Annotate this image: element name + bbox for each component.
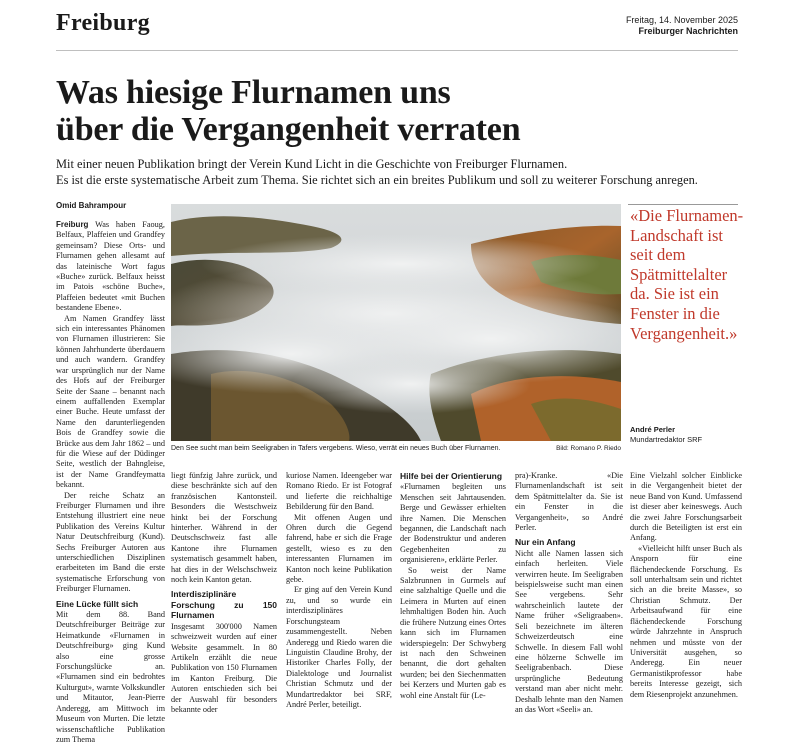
paragraph: «Flurnamen begleiten uns Menschen seit Jahrtausenden. Berge und Gewässer erhielten ihre Namen. Die Menschen begannen, die Landschaft nach der Bodenstruktur und anderen Gegebenheiten zu organisieren», erklärte Perler. — [400, 482, 506, 565]
paragraph: So weist der Name Salzbrunnen in Gurmels auf eine salzhaltige Quelle und die Leimera in Murten auf einen lehmhaltigen Boden hin. Auch die frühere Nutzung eines Ortes kann sich im Flurnamen widerspiegeln: Der Schwyberg ist nach den Schweinen benannt, die dort gehalten wurden; bei den Siechenmatten bei Kerzers und Murten gab es wohl eine Anstalt für (Le- — [400, 565, 506, 700]
paragraph: kuriose Namen. Ideengeber war Romano Riedo. Er ist Fotograf und lieferte die reichhaltige Bebilderung für den Band. — [286, 471, 392, 512]
lead-line-2: Es ist die erste systematische Arbeit zum Thema. Sie richtet sich an ein breites Publikum und soll zu weiterer Forschung anregen. — [56, 173, 698, 187]
paragraph: Am Namen Grandfey lässt sich ein interessantes Phänomen von Flurnamen illustrieren: Sie können Jahrhunderte überdauern und auch wandern. Grandfey war ursprünglich nur der Name des Hofs auf der Freiburger Seite der Saane – benannt nach einem auffallenden Exemplar einer Buche. Heute umfasst der Name den darunterliegenden Bois de Grandfey sowie die Brücke aus dem Jahr 1862 – und für die Wiese auf der Düdinger Seite, westlich der Bahngleise, ist der Name Grandfeymatta bekannt. — [56, 313, 165, 490]
dateline: Freiburg — [56, 220, 89, 229]
photo-credit: Bild: Romano P. Riedo — [556, 445, 621, 452]
publication-name: Freiburger Nachrichten — [638, 26, 738, 36]
foggy-valley-image — [171, 204, 621, 441]
quote-divider — [628, 204, 738, 205]
subheading: Interdisziplinäre Forschung zu 150 Flurnamen — [171, 589, 277, 621]
column-1 — [56, 220, 165, 745]
subheading: Nur ein Anfang — [515, 537, 576, 548]
paragraph: Er ging auf den Verein Kund zu, und so wurde ein interdisziplinäres Forschungsteam zusammengestellt. Neben Anderegg und Riedo waren die Linguistin Claudine Brohy, der Historiker Charles Folly, der Dialektologe und Journalist Christian Schmutz und der Mundartredaktor bei SRF, André Perler, beteiligt. — [286, 585, 392, 709]
quote-role: Mundartredaktor SRF — [630, 435, 703, 444]
section-title: Freiburg — [56, 10, 150, 36]
paragraph: liegt fünfzig Jahre zurück, und diese beschränkte sich auf den französischen Kantonsteil. Besonders die Westschweiz hinkt bei der Forschung hinterher. Während in der Deutschschweiz fast alle Kantone ihre Flurnamen systematisch gesammelt haben, hat dies in der Welschschweiz noch kein Kanton getan. — [171, 471, 277, 585]
paragraph — [56, 220, 165, 314]
column-5 — [515, 471, 623, 715]
article-photo — [171, 204, 621, 441]
quote-attribution — [630, 425, 702, 445]
quote-name: André Perler — [630, 425, 676, 434]
subheading: Hilfe bei der Orientierung — [400, 471, 503, 481]
lead-paragraph — [56, 156, 756, 188]
paragraph: Eine Vielzahl solcher Einblicke in die Vergangenheit bietet der neue Band von Kund. Umfassend ist dieser aber keineswegs. Auch die zwei Jahre Forschungsarbeit durch die Beteiligten ist erst ein Anfang. — [630, 471, 742, 543]
headline-line-2: über die Vergangenheit verraten — [56, 111, 521, 148]
paragraph: Mit offenen Augen und Ohren durch die Gegend fahrend, habe er sich die Frage gestellt, wieso es zu den interessanten Flurnamen im Kanton noch keine Publikation gebe. — [286, 512, 392, 585]
issue-date: Freitag, 14. November 2025 — [625, 15, 738, 25]
paragraph: Der reiche Schatz an Freiburger Flurnamen und ihre Entstehung illustriert eine neue Publikation des Vereins Kultur Natur Deutschfreiburg (Kund). Sechs Freiburger Autoren aus unterschiedlichen Disziplinen erarbeiteten im Band die erste systematische Erforschung von Freiburger Flurnamen. — [56, 490, 165, 594]
paragraph: pra)-Kranke. «Die Flurnamenlandschaft ist seit dem Spätmittelalter da. Sie ist ein Fenster in die Vergangenheit», so André Perler. — [515, 471, 623, 533]
paragraph: «Vielleicht hilft unser Buch als Ansporn für eine flächendeckende Forschung. Es soll unterhaltsam sein und richtet sich an die breite Masse», so Christian Schmutz. Der Arbeitsaufwand für eine flächendeckende Forschung würde Jahrzehnte in Anspruch nehmen und müsste von der Universität ausgehen, so Anderegg. Ein neuer Germanistikprofessor habe bereits Interesse gezeigt, sich dem Riesenprojekt anzunehmen. — [630, 543, 742, 699]
paragraph: Insgesamt 300'000 Namen schweizweit wurden auf einer Website gesammelt. In 80 Artikeln erzählt die neue Publikation von 150 Flurnamen im Kanton Freiburg. Die Autoren entschieden sich bei der Auswahl für besonders bekannte oder — [171, 621, 277, 714]
paragraph-text: Was haben Faoug, Belfaux, Plaffeien und Grandfey gemeinsam? Diese Orts- und Flurnamen gehen allesamt auf das lateinische Wort fagus «Buche» zurück. Belfaux heisst im Patois «schöne Buche», Plaffeien bedeutet «mit Buchen bestandene Ebene». — [56, 220, 165, 313]
headline-line-1: Was hiesige Flurnamen uns — [56, 74, 451, 111]
caption-text: Den See sucht man beim Seeligraben in Tafers vergebens. Wieso, verrät ein neues Buch über Flurnamen. — [171, 445, 501, 452]
paragraph: Mit dem 88. Band Deutschfreiburger Beiträge zur Heimatkunde «Flurnamen in Deutschfreiburg» ging Kund also eine grosse Forschungslücke an. «Flurnamen sind ein bedrohtes Kulturgut», warnte Volkskundler und Mitautor, Jean-Pierre Anderegg, am Mittwoch im Museum von Murten. Die letzte wissenschaftliche Publikation zum Thema — [56, 610, 165, 744]
column-2 — [171, 471, 277, 715]
paragraph: Nicht alle Namen lassen sich einfach herleiten. Viele verwirren heute. Im Seeligraben beispielsweise sucht man einen See vergebens. Sehr wahrscheinlich lautete der Name früher «Seligraaben». Seli bezeichnete im älteren Schweizerdeutsch eine Schwelle. In diesem Fall wohl eine hölzerne Schwelle im Seeligrabenbach. Diese ursprüngliche Bedeutung verstand man aber nicht mehr. Deshalb lehnte man den Namen an das Wort «Seeli» an. — [515, 548, 623, 714]
lead-line-1: Mit einer neuen Publikation bringt der Verein Kund Licht in die Geschichte von Freiburger Flurnamen. — [56, 157, 568, 171]
pull-quote: «Die Flurnamen-Landschaft ist seit dem Spätmittelalter da. Sie ist ein Fenster in die Vergangenheit.» — [630, 206, 744, 343]
issue-info — [626, 15, 738, 37]
headline — [56, 74, 756, 148]
column-3 — [286, 471, 392, 710]
header-divider — [56, 50, 738, 51]
author-byline: Omid Bahrampour — [56, 201, 127, 210]
column-4 — [400, 471, 506, 701]
subheading: Eine Lücke füllt sich — [56, 598, 139, 609]
column-6 — [630, 471, 742, 700]
photo-caption — [171, 445, 621, 452]
